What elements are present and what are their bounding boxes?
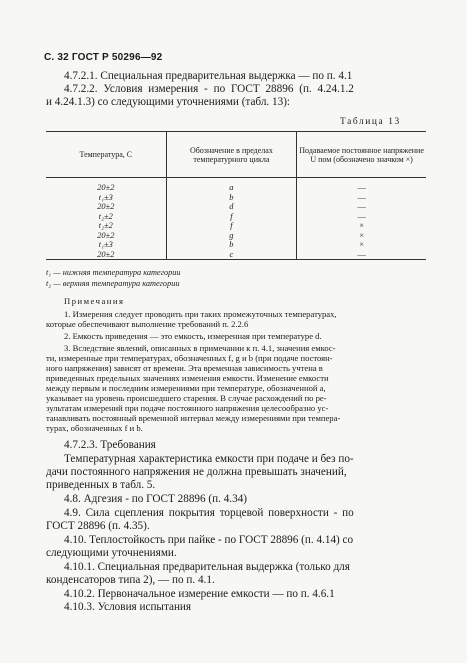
cell-voltage: —	[297, 202, 426, 212]
clause-4-10-1-line2: конденсаторов типа 2), — по п. 4.1.	[46, 574, 215, 586]
clause-4-9-line2: ГОСТ 28896 (п. 4.35).	[46, 520, 150, 532]
note-3-line9: турах, обозначенных f и b.	[46, 423, 143, 433]
table-row	[46, 212, 426, 222]
cell-temperature: 20±2	[97, 230, 115, 240]
table-row	[46, 231, 426, 241]
cell-voltage: —	[297, 212, 426, 222]
clause-4-7-2-2-line2: и 4.24.1.3) со следующими уточнениями (табл. 13):	[46, 96, 291, 108]
cell-voltage: —	[297, 250, 426, 260]
note-3-line7: зультатам измерений при подаче постоянного напряжения целесообразно ус-	[46, 403, 329, 413]
cell-voltage: ×	[297, 240, 426, 250]
clause-4-7-2-3: 4.7.2.3. Требования	[64, 439, 156, 451]
note-1-line2: которые обеспечивают выполнение требований п. 2.2.6	[46, 319, 249, 329]
cell-designation: c	[166, 250, 297, 260]
clause-4-10-line2: следующими уточнениями.	[46, 547, 177, 559]
cell-voltage: —	[297, 178, 426, 193]
notes-title: Примечания	[64, 296, 125, 306]
clause-4-10-1-line1: 4.10.1. Специальная предварительная выдержка (только для	[64, 561, 350, 573]
cell-temperature: 20±2	[97, 202, 115, 212]
requirement-line3: приведенных в табл. 5.	[46, 479, 156, 491]
cell-designation: b	[166, 193, 297, 203]
cell-designation: b	[166, 240, 297, 250]
clause-4-8: 4.8. Адгезия - по ГОСТ 28896 (п. 4.34)	[64, 493, 248, 505]
cell-temperature: 20±2	[46, 250, 166, 260]
cell-designation: f	[166, 221, 297, 231]
table-label: Таблица 13	[340, 117, 401, 127]
clause-4-9-line1: 4.9. Сила сцепления покрытия торцевой поверхности - по	[64, 507, 354, 519]
note-3-line3: ного напряжения) зависят от времени. Эта временная зависимость учтена в	[46, 363, 323, 373]
clause-4-10-line1: 4.10. Теплостойкость при пайке - по ГОСТ 28896 (п. 4.14) со	[64, 534, 354, 546]
note-t2: t₂ — верхняя температура категории	[46, 279, 180, 288]
note-3-line5: между первым и последним измерениями при температуре, обозначенной a,	[46, 383, 326, 393]
table-row	[46, 240, 426, 250]
note-t1: t₁ — нижняя температура категории	[46, 268, 181, 277]
table-header-temperature: Температура, C	[46, 132, 166, 178]
requirement-line1: Температурная характеристика емкости при подаче и без по-	[64, 453, 354, 465]
cell-voltage: ×	[297, 221, 426, 231]
requirement-line2: дачи постоянного напряжения не должна превышать значений,	[46, 466, 347, 478]
table-header-designation: Обозначение в пределах температурного цикла	[166, 132, 297, 178]
note-3-line1: 3. Вследствие явлений, описанных в примечании к п. 4.1, значения емкос-	[64, 343, 336, 353]
cell-temperature: t₂±2	[98, 221, 113, 231]
table-row	[46, 202, 426, 212]
cell-temperature: t₁±3	[98, 240, 113, 250]
table-13	[46, 131, 426, 260]
note-3-line8: танавливать постоянный временной интервал между измерениями при темпера-	[46, 413, 341, 423]
page-header: С. 32 ГОСТ Р 50296—92	[44, 52, 163, 63]
cell-temperature: t₁±3	[98, 192, 113, 202]
note-3-line2: ти, измеренные при температурах, обозначенных f, g и b (при подаче постоян-	[46, 353, 333, 363]
clause-4-10-2: 4.10.2. Первоначальное измерение емкости — по п. 4.6.1	[64, 588, 335, 600]
cell-designation: a	[166, 178, 297, 193]
cell-voltage: ×	[297, 231, 426, 241]
clause-4-7-2-1: 4.7.2.1. Специальная предварительная выдержка — по п. 4.1	[64, 70, 353, 82]
table-row	[46, 221, 426, 231]
cell-designation: g	[166, 231, 297, 241]
table-body	[46, 178, 426, 260]
clause-4-10-3: 4.10.3. Условия испытания	[64, 601, 192, 613]
table-row	[46, 250, 426, 260]
cell-designation: d	[166, 202, 297, 212]
cell-voltage: —	[297, 193, 426, 203]
note-3-line4: приведенных предельных значениях изменения емкости. Изменение емкости	[46, 373, 329, 383]
cell-temperature: 20±2	[97, 183, 115, 193]
cell-designation: f	[166, 212, 297, 222]
table-row	[46, 193, 426, 203]
note-2: 2. Емкость приведения — это емкость, измеренная при температуре d.	[64, 331, 322, 341]
table-row	[46, 178, 426, 193]
note-1-line1: 1. Измерения следует проводить при таких промежуточных температурах,	[64, 309, 337, 319]
clause-4-7-2-2-line1: 4.7.2.2. Условия измерения - по ГОСТ 28896 (п. 4.24.1.2	[64, 83, 354, 95]
note-3-line6: указывает на уровень происшедшего старения. В случае расхождений по ре-	[46, 393, 327, 403]
cell-temperature: t₂±2	[98, 211, 113, 221]
table-header-voltage: Подаваемое постоянное напряжение U пом (обозначено значком ×)	[297, 132, 426, 178]
